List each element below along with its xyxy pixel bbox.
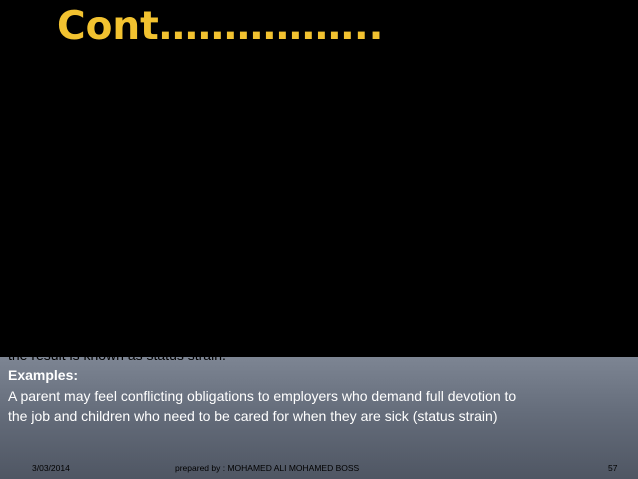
example-line-1: A parent may feel conflicting obligations to employers who demand full devotion to [8,387,517,404]
definition-label: Definition: [8,285,78,301]
definition-line-4: the result is known as status strain. [8,346,226,363]
footer-author: prepared by : MOHAMED ALI MOHAMED BOSS [175,463,360,473]
footer-date: 3/03/2014 [32,463,70,473]
definition-line-2: expectations in the various social statuses they occupy. Role conflict can take [8,305,488,322]
page-number: 57 [608,463,618,473]
definition-line-3: several different forms. When the roles are associated with two different statuses, [8,326,512,342]
examples-label: Examples: [8,367,79,383]
slide-title: Cont…………….. [57,4,384,49]
definition-text-1: Role conflict occurs when people are confronted with incompatible role [77,285,519,301]
slide-body [8,283,633,427]
definition-line-1 [8,283,633,304]
example-line-2: the job and children who need to be cared for when they are sick (status strain) [8,408,498,424]
